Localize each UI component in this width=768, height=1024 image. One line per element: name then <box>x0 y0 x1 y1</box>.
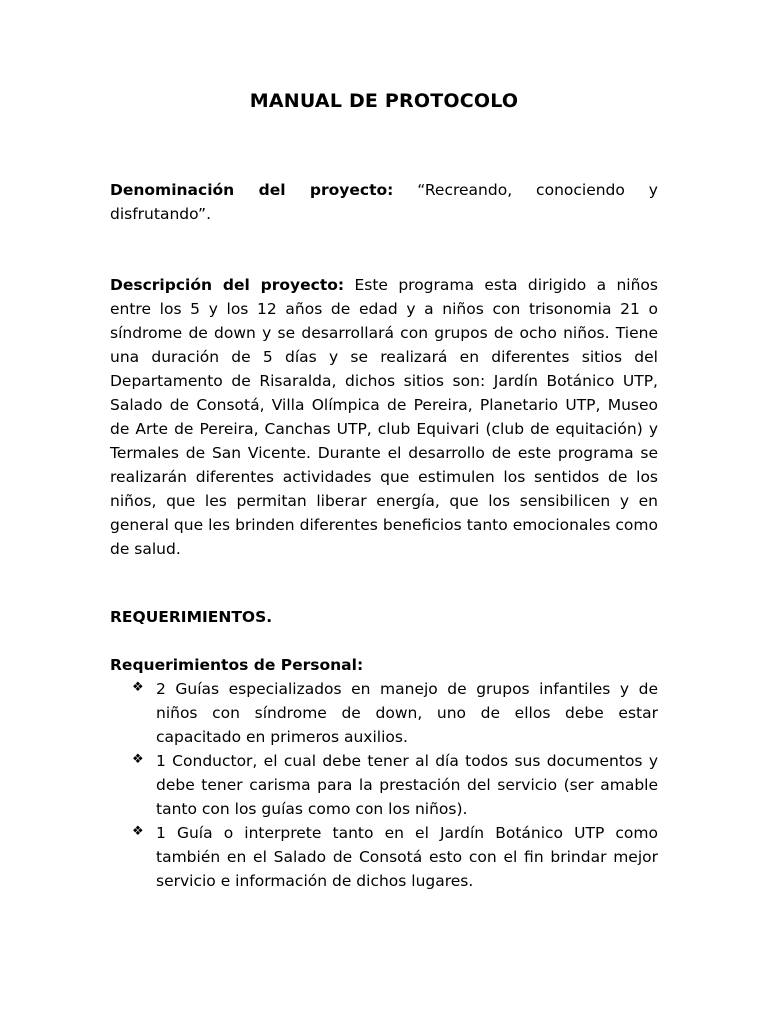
document-title: MANUAL DE PROTOCOLO <box>249 90 519 112</box>
list-item-text: 1 Guía o interprete tanto en el Jardín Botánico UTP como también en el Salado de Consotá esto con el fin brindar mejor servicio e información de dichos lugares. <box>156 824 658 890</box>
diamond-bullet-icon: ❖ <box>132 824 144 839</box>
personal-heading: Requerimientos de Personal: <box>110 656 364 674</box>
list-item-text: 2 Guías especializados en manejo de grupos infantiles y de niños con síndrome de down, uno de ellos debe estar capacitado en primeros auxilios. <box>156 680 658 746</box>
descripcion-text: Este programa esta dirigido a niños entre los 5 y los 12 años de edad y a niños con trisonomia 21 o síndrome de down y se desarrollará con grupos de ocho niños. Tiene una duración de 5 días y se realizará en diferentes sitios del Departamento de Risaralda, dichos sitios son: Jardín Botánico UTP, Salado de Consotá, Villa Olímpica de Pereira, Planetario UTP, Museo de Arte de Pereira, Canchas UTP, club Equivari (club de equitación) y Termales de San Vicente. Durante el desarrollo de este programa se realizarán diferentes actividades que estimulen los sentidos de los niños, que les permitan liberar energía, que los sensibilicen y en general que les brinden diferentes beneficios tanto emocionales como de salud. <box>110 276 658 558</box>
list-item <box>110 677 658 749</box>
personal-section <box>110 653 658 893</box>
diamond-bullet-icon: ❖ <box>132 680 144 695</box>
list-item <box>110 821 658 893</box>
denominacion-paragraph <box>110 178 658 226</box>
descripcion-label: Descripción del proyecto: <box>110 276 345 294</box>
denominacion-label: Denominación del proyecto: <box>110 181 394 199</box>
personal-list <box>110 677 658 893</box>
diamond-bullet-icon: ❖ <box>132 752 144 767</box>
denominacion-text: “Recreando, conociendo y disfrutando”. <box>110 181 658 223</box>
list-item <box>110 749 658 821</box>
list-item-text: 1 Conductor, el cual debe tener al día todos sus documentos y debe tener carisma para la prestación del servicio (ser amable tanto con los guías como con los niños). <box>156 752 658 818</box>
requerimientos-heading: REQUERIMIENTOS. <box>110 608 273 626</box>
descripcion-paragraph <box>110 273 658 561</box>
